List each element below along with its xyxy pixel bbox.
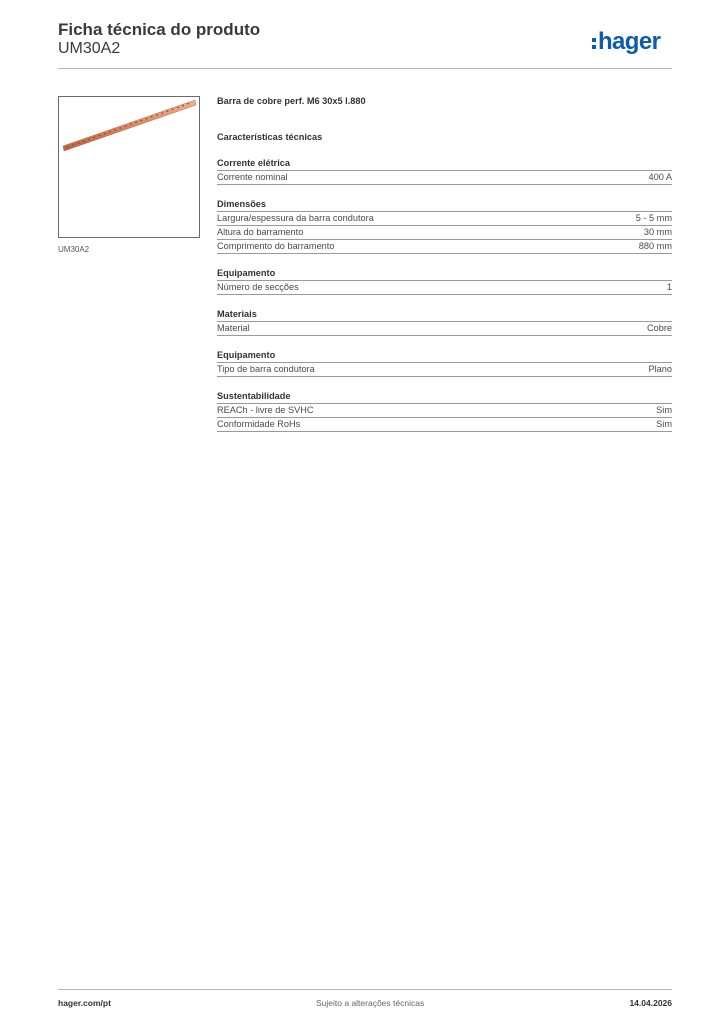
busbar-hole [187,103,189,104]
busbar-hole [120,127,122,128]
product-code: UM30A2 [58,40,121,57]
spec-row [217,363,672,377]
specifications [217,95,672,432]
spec-label: Tipo de barra condutora [217,364,315,374]
product-name: Barra de cobre perf. M6 30x5 l.880 [217,96,366,106]
image-caption: UM30A2 [58,245,90,254]
spec-label: REACh - livre de SVHC [217,405,314,415]
busbar-hole [172,109,174,110]
spec-group [217,198,672,254]
busbar-hole [83,141,85,142]
hager-logo[interactable] [592,28,660,56]
spec-label: Altura do barramento [217,227,304,237]
logo-dots-icon [592,38,596,49]
busbar-hole [167,111,169,112]
spec-row [217,212,672,226]
spec-row [217,322,672,336]
product-image-frame [58,96,200,238]
spec-value: Plano [648,364,672,374]
spec-value: Sim [656,405,672,415]
busbar-hole [156,114,158,115]
busbar-hole [88,139,90,140]
spec-label: Largura/espessura da barra condutora [217,213,374,223]
spec-group-title: Equipamento [217,267,672,281]
spec-row [217,226,672,240]
spec-row [217,418,672,432]
logo-wordmark: hager [598,28,661,55]
characteristics-title: Características técnicas [217,132,323,142]
header-divider [58,68,672,69]
spec-row [217,171,672,185]
busbar-hole [125,126,127,127]
spec-value: 30 mm [643,227,672,237]
spec-value: 1 [666,282,672,292]
footer-divider [58,989,672,990]
spec-label: Corrente nominal [217,172,288,182]
busbar-hole [130,124,132,125]
busbar-hole [78,142,80,143]
spec-group-title: Sustentabilidade [217,390,672,404]
spec-group [217,349,672,377]
spec-value: Sim [656,419,672,429]
busbar-hole [109,131,111,132]
spec-group [217,267,672,295]
spec-label: Número de secções [217,282,299,292]
busbar-hole [114,129,116,130]
spec-row [217,281,672,295]
spec-value: 5 - 5 mm [635,213,672,223]
footer-disclaimer: Sujeito a alterações técnicas [316,998,425,1008]
spec-group-title: Dimensões [217,198,672,212]
spec-label: Conformidade RoHs [217,419,301,429]
spec-label: Comprimento do barramento [217,241,335,251]
busbar-hole [182,105,184,106]
busbar-hole [73,144,75,145]
spec-row [217,240,672,254]
spec-group [217,157,672,185]
busbar-hole [135,122,137,123]
spec-group [217,390,672,432]
copper-busbar-image [59,97,199,237]
spec-value: 400 A [648,172,672,182]
spec-value: Cobre [646,323,672,333]
footer-date: 14.04.2026 [629,998,672,1008]
busbar-hole [140,120,142,121]
spec-row [217,404,672,418]
busbar-hole [104,133,106,134]
busbar-hole [151,116,153,117]
spec-group-title: Equipamento [217,349,672,363]
spec-label: Material [217,323,250,333]
spec-groups [217,157,672,432]
busbar-hole [161,112,163,113]
busbar-hole [93,137,95,138]
page-title: Ficha técnica do produto [58,20,261,39]
busbar-hole [67,146,69,147]
spec-group [217,308,672,336]
footer-website-link[interactable]: hager.com/pt [58,998,111,1008]
busbar-hole [177,107,179,108]
spec-value: 880 mm [638,241,672,251]
spec-group-title: Corrente elétrica [217,157,672,171]
busbar-hole [99,135,101,136]
spec-group-title: Materiais [217,308,672,322]
busbar-hole [146,118,148,119]
